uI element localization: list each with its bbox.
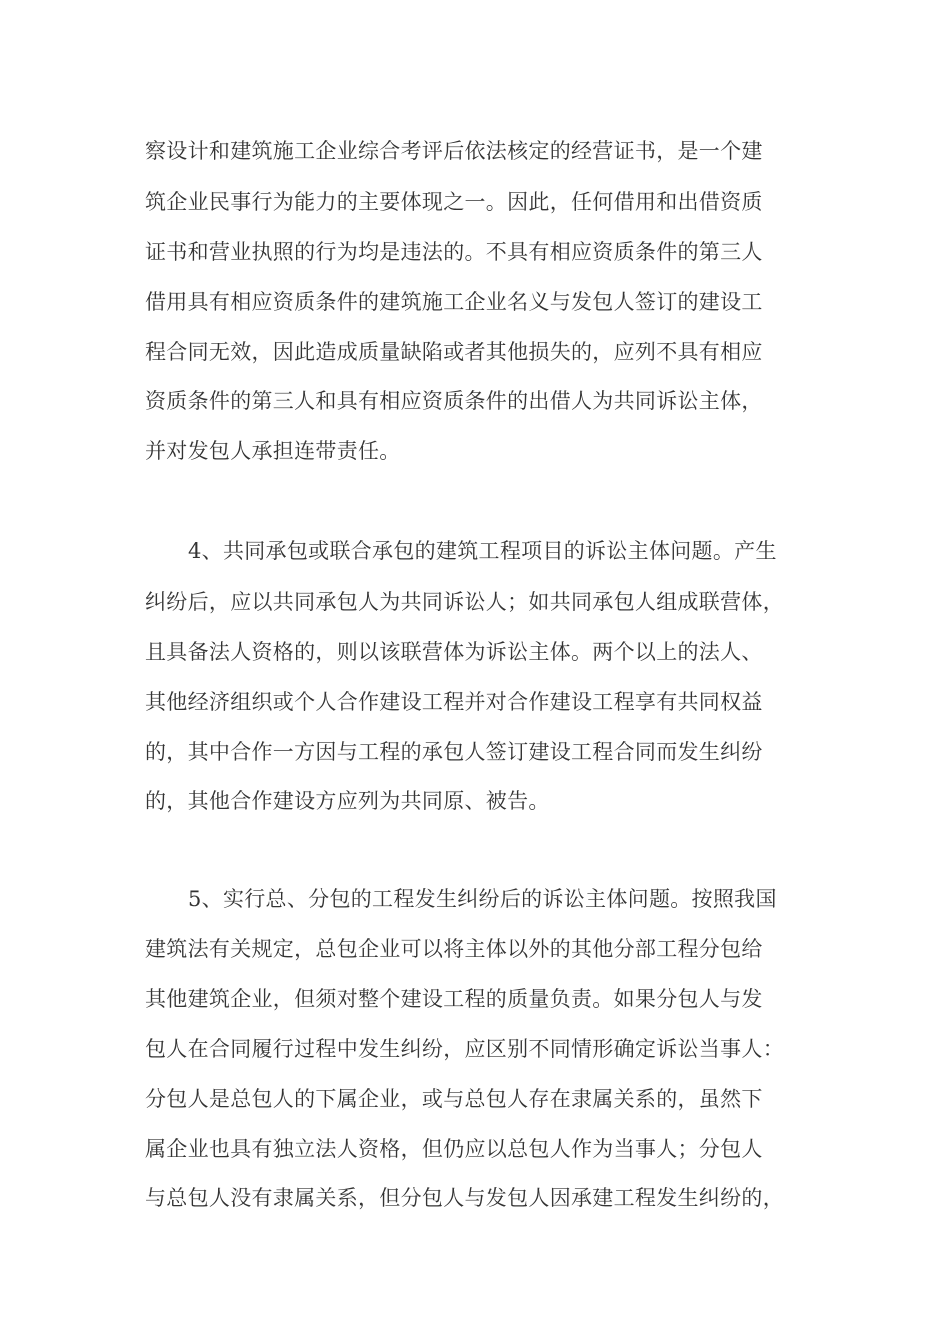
text-line: 程合同无效，因此造成质量缺陷或者其他损失的，应列不具有相应: [145, 340, 763, 364]
text-line: 分包人是总包人的下属企业，或与总包人存在隶属关系的，虽然下: [145, 1087, 763, 1111]
text-line: 并对发包人承担连带责任。: [145, 439, 401, 463]
text-line: 包人在合同履行过程中发生纠纷，应区别不同情形确定诉讼当事人：: [145, 1037, 784, 1061]
text-line: 4、共同承包或联合承包的建筑工程项目的诉讼主体问题。产生: [188, 539, 777, 563]
text-line: 5、实行总、分包的工程发生纠纷后的诉讼主体问题。按照我国: [188, 887, 777, 911]
text-line: 其他建筑企业，但须对整个建设工程的质量负责。如果分包人与发: [145, 987, 763, 1011]
text-line: 与总包人没有隶属关系，但分包人与发包人因承建工程发生纠纷的，: [145, 1186, 784, 1210]
text-line: 的，其他合作建设方应列为共同原、被告。: [145, 789, 550, 813]
text-line: 证书和营业执照的行为均是违法的。不具有相应资质条件的第三人: [145, 240, 763, 264]
text-line: 其他经济组织或个人合作建设工程并对合作建设工程享有共同权益: [145, 690, 763, 714]
text-line: 建筑法有关规定，总包企业可以将主体以外的其他分部工程分包给: [145, 937, 763, 961]
text-line: 资质条件的第三人和具有相应资质条件的出借人为共同诉讼主体，: [145, 389, 763, 413]
text-line: 筑企业民事行为能力的主要体现之一。因此，任何借用和出借资质: [145, 190, 763, 214]
text-line: 的，其中合作一方因与工程的承包人签订建设工程合同而发生纠纷: [145, 740, 763, 764]
text-line: 察设计和建筑施工企业综合考评后依法核定的经营证书，是一个建: [145, 139, 763, 163]
text-line: 属企业也具有独立法人资格，但仍应以总包人作为当事人；分包人: [145, 1137, 763, 1161]
text-line: 纠纷后，应以共同承包人为共同诉讼人；如共同承包人组成联营体，: [145, 590, 784, 614]
text-line: 且具备法人资格的，则以该联营体为诉讼主体。两个以上的法人、: [145, 640, 763, 664]
text-line: 借用具有相应资质条件的建筑施工企业名义与发包人签订的建设工: [145, 290, 763, 314]
